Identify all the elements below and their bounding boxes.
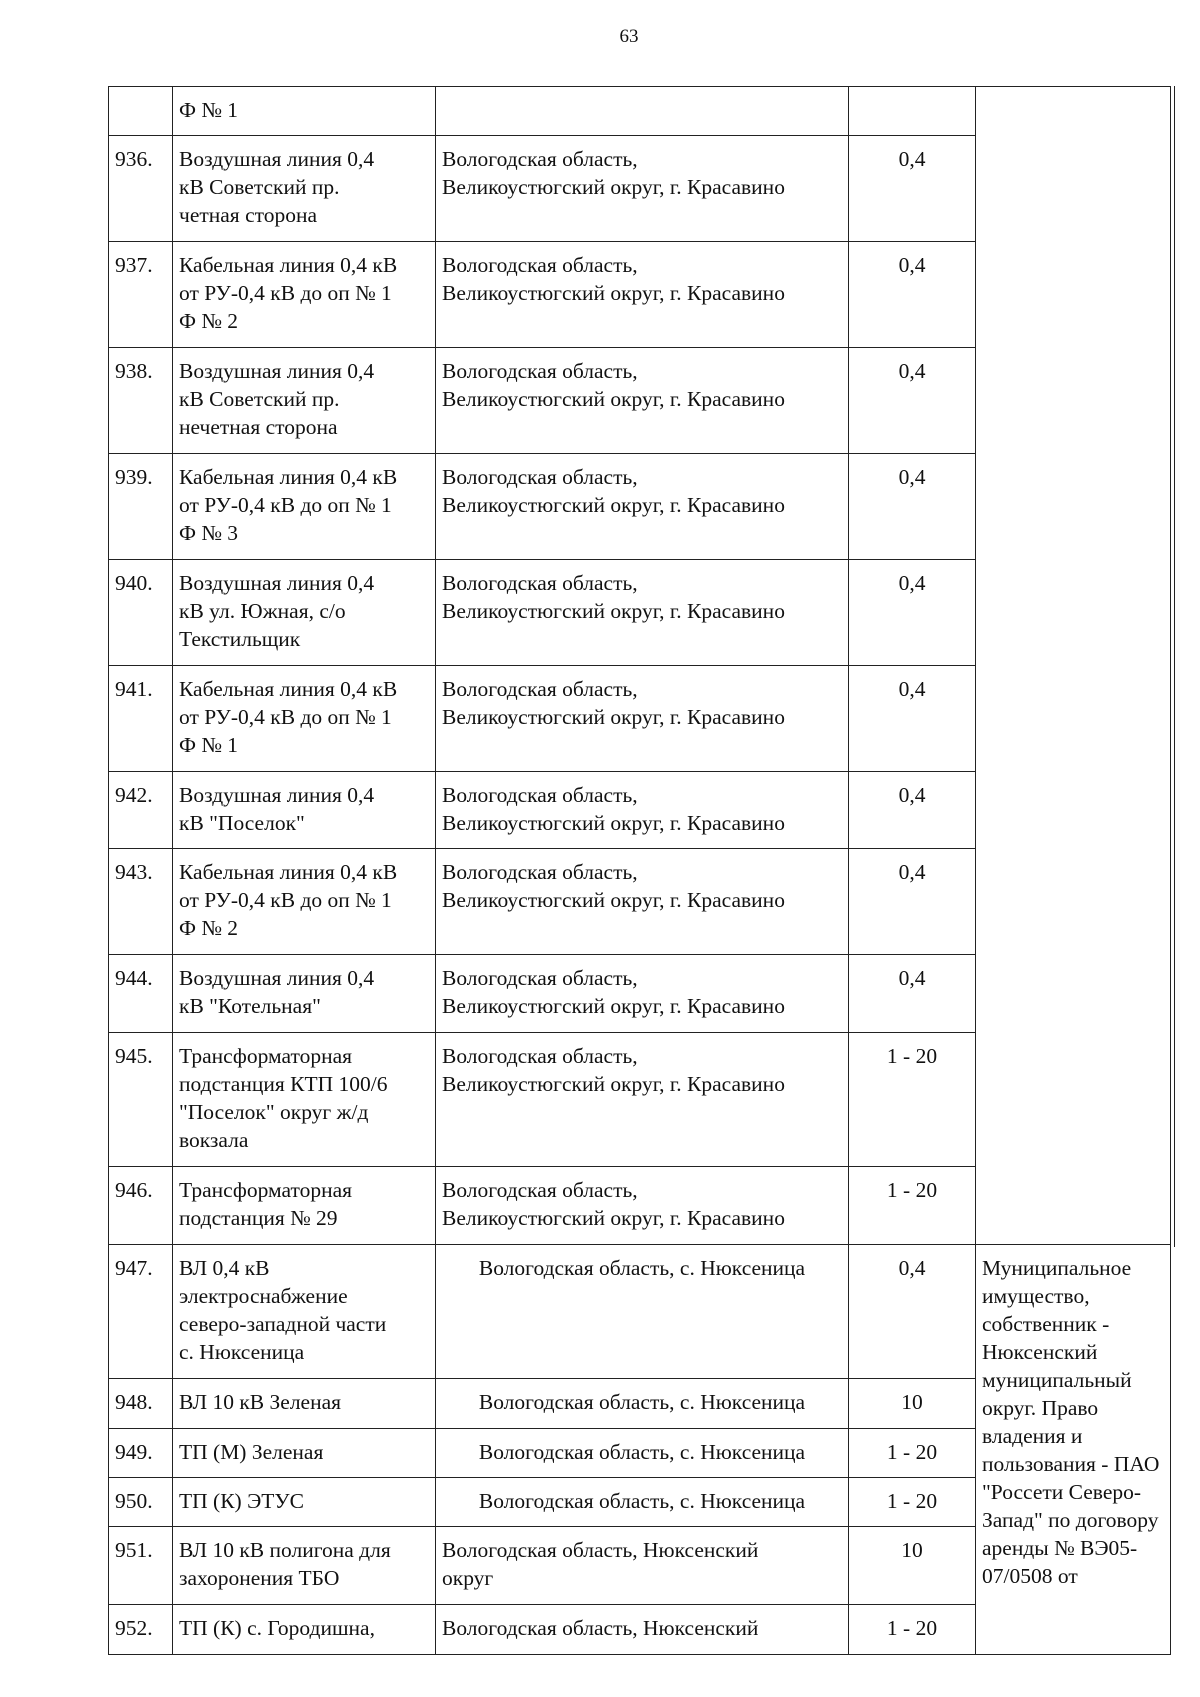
voltage-class: 0,4 (849, 666, 976, 772)
object-name (173, 1033, 436, 1167)
object-address (436, 1033, 849, 1167)
object-address-text: Вологодская область, Великоустюгский округ, г. Красавино (442, 966, 785, 1018)
object-name (173, 242, 436, 348)
object-name-text: Ф № 1 (179, 98, 238, 122)
object-name (173, 1379, 436, 1429)
object-address-text: Вологодская область, Нюксенский округ (442, 1538, 759, 1590)
object-address (436, 348, 849, 454)
object-name (173, 348, 436, 454)
object-address-text: Вологодская область, Великоустюгский округ, г. Красавино (442, 147, 785, 199)
object-name (173, 955, 436, 1033)
right-column-border (1174, 86, 1175, 1247)
object-address (436, 849, 849, 955)
object-address-text: Вологодская область, Великоустюгский округ, г. Красавино (442, 253, 785, 305)
voltage-class: 10 (849, 1379, 976, 1429)
object-address (436, 666, 849, 772)
object-address (436, 1167, 849, 1245)
object-address (436, 560, 849, 666)
object-address (436, 955, 849, 1033)
row-number: 941. (109, 666, 173, 772)
row-number: 940. (109, 560, 173, 666)
row-number: 945. (109, 1033, 173, 1167)
voltage-class: 0,4 (849, 454, 976, 560)
row-number: 949. (109, 1429, 173, 1478)
object-address-text: Вологодская область, с. Нюксеница (478, 1256, 806, 1280)
object-name (173, 1527, 436, 1605)
object-address-text: Вологодская область, Великоустюгский округ, г. Красавино (442, 783, 785, 835)
voltage-class: 0,4 (849, 772, 976, 849)
object-address (436, 772, 849, 849)
page-number: 63 (619, 26, 639, 47)
object-address-text: Вологодская область, Великоустюгский округ, г. Красавино (442, 1178, 785, 1230)
object-address-text: Вологодская область, Великоустюгский округ, г. Красавино (442, 571, 785, 623)
object-name-text: Воздушная линия 0,4 кВ Советский пр. нечетная сторона (179, 359, 375, 439)
object-name-text: Кабельная линия 0,4 кВ от РУ-0,4 кВ до оп № 1 Ф № 2 (179, 860, 398, 940)
object-name-text: Воздушная линия 0,4 кВ "Котельная" (179, 966, 375, 1018)
voltage-class: 0,4 (849, 136, 976, 242)
object-address (436, 87, 849, 136)
object-name (173, 560, 436, 666)
object-name (173, 1478, 436, 1527)
object-address (436, 1379, 849, 1429)
row-number: 950. (109, 1478, 173, 1527)
row-number: 944. (109, 955, 173, 1033)
object-address (436, 1527, 849, 1605)
object-name-text: ТП (К) с. Городишна, (179, 1616, 375, 1640)
row-number: 946. (109, 1167, 173, 1245)
row-number: 938. (109, 348, 173, 454)
object-address (436, 454, 849, 560)
row-number: 951. (109, 1527, 173, 1605)
row-number: 942. (109, 772, 173, 849)
voltage-class: 1 - 20 (849, 1429, 976, 1478)
object-address (436, 1245, 849, 1379)
object-name (173, 1245, 436, 1379)
row-number: 939. (109, 454, 173, 560)
object-address-text: Вологодская область, Великоустюгский округ, г. Красавино (442, 359, 785, 411)
object-name (173, 849, 436, 955)
object-address-text: Вологодская область, Великоустюгский округ, г. Красавино (442, 465, 785, 517)
object-name-text: ВЛ 10 кВ Зеленая (179, 1390, 342, 1414)
row-number: 937. (109, 242, 173, 348)
table-row (109, 1245, 1171, 1379)
object-name (173, 454, 436, 560)
voltage-class: 1 - 20 (849, 1033, 976, 1167)
object-name-text: ВЛ 10 кВ полигона для захоронения ТБО (179, 1538, 391, 1590)
object-address-text: Вологодская область, с. Нюксеница (478, 1440, 806, 1464)
voltage-class: 0,4 (849, 1245, 976, 1379)
object-name (173, 772, 436, 849)
object-name-text: Кабельная линия 0,4 кВ от РУ-0,4 кВ до оп № 1 Ф № 3 (179, 465, 398, 545)
row-number: 952. (109, 1605, 173, 1655)
voltage-class: 0,4 (849, 560, 976, 666)
object-address-text: Вологодская область, Великоустюгский округ, г. Красавино (442, 677, 785, 729)
object-name (173, 1429, 436, 1478)
voltage-class: 1 - 20 (849, 1478, 976, 1527)
object-address-text: Вологодская область, Великоустюгский округ, г. Красавино (442, 1044, 785, 1096)
voltage-class: 1 - 20 (849, 1167, 976, 1245)
object-name-text: Воздушная линия 0,4 кВ ул. Южная, с/о Текстильщик (179, 571, 375, 651)
object-name-text: ТП (К) ЭТУС (179, 1489, 304, 1513)
object-name-text: Трансформаторная подстанция № 29 (179, 1178, 353, 1230)
registry-table (108, 86, 1171, 1655)
voltage-class: 0,4 (849, 849, 976, 955)
voltage-class: 0,4 (849, 242, 976, 348)
object-address (436, 1478, 849, 1527)
object-name-text: Воздушная линия 0,4 кВ Советский пр. четная сторона (179, 147, 375, 227)
object-name-text: ВЛ 0,4 кВ электроснабжение северо-западной части с. Нюксеница (179, 1256, 387, 1364)
object-address (436, 136, 849, 242)
object-address-text: Вологодская область, с. Нюксеница (478, 1390, 806, 1414)
object-name (173, 1167, 436, 1245)
voltage-class: 0,4 (849, 348, 976, 454)
object-address (436, 1605, 849, 1655)
object-name (173, 666, 436, 772)
object-address (436, 1429, 849, 1478)
object-name-text: Кабельная линия 0,4 кВ от РУ-0,4 кВ до оп № 1 Ф № 1 (179, 677, 398, 757)
object-address (436, 242, 849, 348)
object-address-text: Вологодская область, Великоустюгский округ, г. Красавино (442, 860, 785, 912)
object-address-text: Вологодская область, с. Нюксеница (478, 1489, 806, 1513)
voltage-class: 1 - 20 (849, 1605, 976, 1655)
voltage-class (849, 87, 976, 136)
row-number (109, 87, 173, 136)
object-name-text: Кабельная линия 0,4 кВ от РУ-0,4 кВ до оп № 1 Ф № 2 (179, 253, 398, 333)
ownership-note: Муниципальное имущество, собственник - Нюксенский муниципальный округ. Право владения и пользования - ПАО "Россети Северо-Запад" по договору аренды № ВЭ05-07/0508 от (976, 1245, 1171, 1655)
object-name (173, 1605, 436, 1655)
object-name (173, 87, 436, 136)
row-number: 936. (109, 136, 173, 242)
voltage-class: 0,4 (849, 955, 976, 1033)
table-row (109, 87, 1171, 136)
note-cell-empty (976, 87, 1171, 1245)
object-name-text: Воздушная линия 0,4 кВ "Поселок" (179, 783, 375, 835)
row-number: 947. (109, 1245, 173, 1379)
object-address-text: Вологодская область, Нюксенский (442, 1616, 759, 1640)
object-name (173, 136, 436, 242)
object-name-text: Трансформаторная подстанция КТП 100/6 "Поселок" округ ж/д вокзала (179, 1044, 388, 1152)
object-name-text: ТП (М) Зеленая (179, 1440, 324, 1464)
row-number: 943. (109, 849, 173, 955)
voltage-class: 10 (849, 1527, 976, 1605)
row-number: 948. (109, 1379, 173, 1429)
